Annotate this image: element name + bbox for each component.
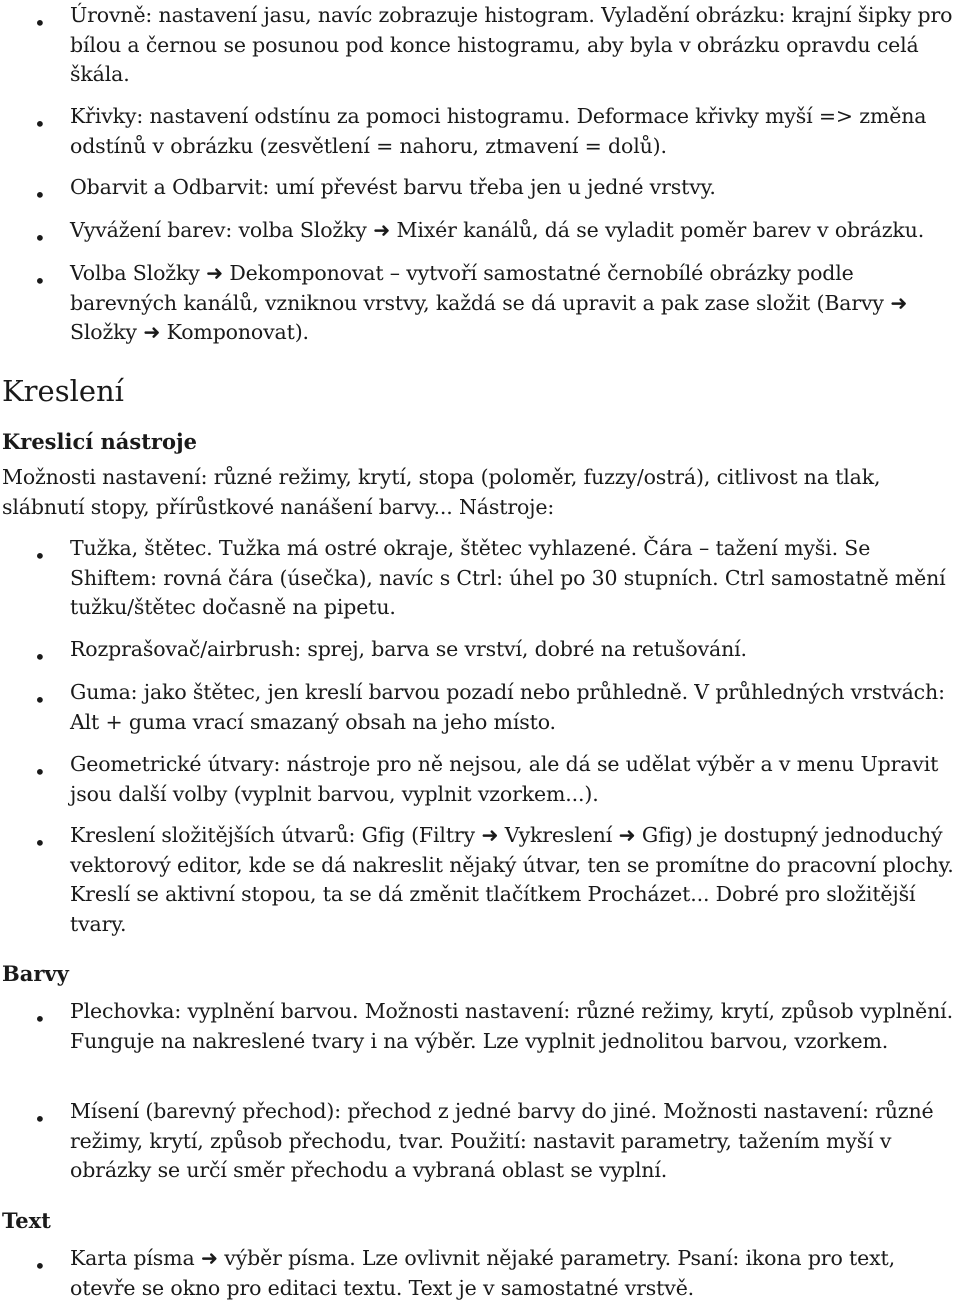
list-item: Vyvážení barev: volba Složky ➜ Mixér kanálů, dá se vyladit poměr barev v obrázku.: [70, 218, 925, 242]
bullet-icon: [34, 1256, 44, 1266]
list-item: Úrovně: nastavení jasu, navíc zobrazuje histogram. Vyladění obrázku: krajní šipky pro bílou a černou se posunou pod konce histogramu, aby byla v obrázku opravdu celá škála.: [70, 3, 953, 86]
bullet-icon: [34, 833, 44, 843]
list-item: Karta písma ➜ výběr písma. Lze ovlivnit nějaké parametry. Psaní: ikona pro text, otevře se okno pro editaci textu. Text je v samostatné vrstvě.: [70, 1246, 895, 1300]
list-item: Plechovka: vyplnění barvou. Možnosti nastavení: různé režimy, krytí, způsob vyplnění. Funguje na nakreslené tvary i na výběr. Lze vyplnit jednolitou barvou, vzorkem.: [70, 999, 953, 1053]
bullet-icon: [34, 228, 44, 238]
bullet-icon: [34, 546, 44, 556]
list-item: Kreslení složitějších útvarů: Gfig (Filtry ➜ Vykreslení ➜ Gfig) je dostupný jednoduchý vektorový editor, kde se dá nakreslit nějaký útvar, ten se promítne do pracovní plochy. Kreslí se aktivní stopou, ta se dá změnit tlačítkem Procházet... Dobré pro složitější tvary.: [70, 823, 954, 936]
section-heading-kresleni: Kreslení: [2, 374, 124, 408]
intro-paragraph: Možnosti nastavení: různé režimy, krytí, stopa (poloměr, fuzzy/ostrá), citlivost na tlak, slábnutí stopy, přírůstkové nanášení barvy... Nástroje:: [2, 465, 881, 519]
list-item: Obarvit a Odbarvit: umí převést barvu třeba jen u jedné vrstvy.: [70, 175, 716, 199]
bullet-icon: [34, 1009, 44, 1019]
list-item: Volba Složky ➜ Dekomponovat – vytvoří samostatné černobílé obrázky podle barevných kanálů, vzniknou vrstvy, každá se dá upravit a pak zase složit (Barvy ➜ Složky ➜ Komponovat).: [70, 261, 908, 344]
list-item: Tužka, štětec. Tužka má ostré okraje, štětec vyhlazené. Čára – tažení myši. Se Shiftem: rovná čára (úsečka), navíc s Ctrl: úhel po 30 stupních. Ctrl samostatně mění tužku/štětec dočasně na pipetu.: [70, 536, 946, 619]
list-item: Geometrické útvary: nástroje pro ně nejsou, ale dá se udělat výběr a v menu Upravit jsou další volby (vyplnit barvou, vyplnit vzorkem...).: [70, 752, 939, 806]
section-heading-text: Text: [2, 1208, 51, 1233]
section-heading-barvy: Barvy: [2, 961, 69, 986]
list-item: Křivky: nastavení odstínu za pomoci histogramu. Deformace křivky myší => změna odstínů v obrázku (zesvětlení = nahoru, ztmavení = dolů).: [70, 104, 927, 158]
subheading-kreslici-nastroje: Kreslicí nástroje: [2, 429, 197, 454]
bullet-icon: [34, 114, 44, 124]
bullet-icon: [34, 647, 44, 657]
list-item: Guma: jako štětec, jen kreslí barvou pozadí nebo průhledně. V průhledných vrstvách: Alt + guma vrací smazaný obsah na jeho místo.: [70, 680, 945, 734]
list-item: Mísení (barevný přechod): přechod z jedné barvy do jiné. Možnosti nastavení: různé režimy, krytí, způsob přechodu, tvar. Použití: nastavit parametry, tažením myší v obrázky se určí směr přechodu a vybraná oblast se vyplní.: [70, 1099, 934, 1182]
list-item: Rozprašovač/airbrush: sprej, barva se vrství, dobré na retušování.: [70, 637, 747, 661]
bullet-icon: [34, 13, 44, 23]
bullet-icon: [34, 690, 44, 700]
bullet-icon: [34, 1109, 44, 1119]
bullet-icon: [34, 762, 44, 772]
bullet-icon: [34, 185, 44, 195]
bullet-icon: [34, 271, 44, 281]
